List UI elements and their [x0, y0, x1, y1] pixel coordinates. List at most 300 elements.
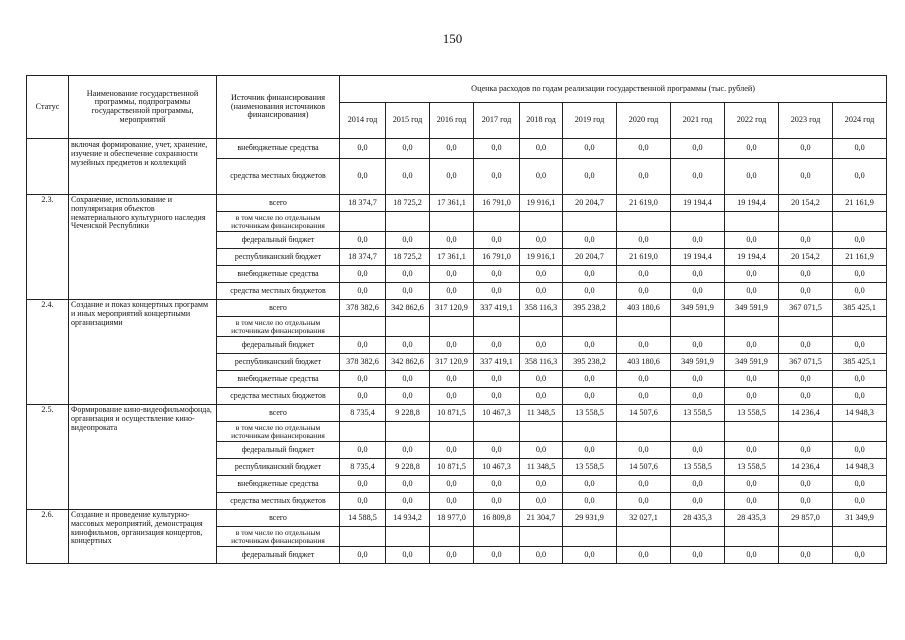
status-cell: 2.3.: [27, 195, 69, 300]
value-cell: 14 948,3: [833, 405, 887, 422]
source-cell: внебюджетные средства: [217, 371, 340, 388]
source-cell: в том числе по отдельным источникам финансирования: [217, 527, 340, 547]
value-cell: 0,0: [671, 159, 725, 195]
value-cell: 0,0: [430, 139, 474, 159]
value-cell: 0,0: [474, 371, 520, 388]
value-cell: 0,0: [520, 442, 563, 459]
value-cell: [340, 317, 386, 337]
value-cell: [430, 212, 474, 232]
value-cell: 10 871,5: [430, 459, 474, 476]
source-cell: республиканский бюджет: [217, 354, 340, 371]
source-cell: всего: [217, 405, 340, 422]
value-cell: 0,0: [430, 547, 474, 564]
value-cell: [833, 527, 887, 547]
value-cell: 0,0: [725, 159, 779, 195]
value-cell: 0,0: [520, 476, 563, 493]
value-cell: 358 116,3: [520, 354, 563, 371]
value-cell: 0,0: [617, 283, 671, 300]
value-cell: 0,0: [520, 283, 563, 300]
value-cell: 349 591,9: [671, 300, 725, 317]
value-cell: [474, 317, 520, 337]
value-cell: [563, 527, 617, 547]
header-year: 2023 год: [779, 103, 833, 139]
value-cell: [617, 317, 671, 337]
value-cell: 0,0: [779, 139, 833, 159]
value-cell: 0,0: [671, 493, 725, 510]
value-cell: 0,0: [340, 493, 386, 510]
value-cell: 0,0: [725, 442, 779, 459]
value-cell: 378 382,6: [340, 300, 386, 317]
value-cell: 0,0: [671, 232, 725, 249]
value-cell: 0,0: [430, 388, 474, 405]
value-cell: [617, 422, 671, 442]
value-cell: 317 120,9: [430, 300, 474, 317]
table-row: [27, 405, 887, 422]
value-cell: [474, 527, 520, 547]
value-cell: [520, 317, 563, 337]
value-cell: [779, 527, 833, 547]
value-cell: [671, 212, 725, 232]
value-cell: 0,0: [430, 476, 474, 493]
value-cell: [563, 212, 617, 232]
value-cell: 0,0: [520, 547, 563, 564]
value-cell: 0,0: [563, 159, 617, 195]
value-cell: [520, 212, 563, 232]
value-cell: 28 435,3: [725, 510, 779, 527]
value-cell: 0,0: [617, 139, 671, 159]
value-cell: 0,0: [386, 159, 430, 195]
value-cell: 0,0: [563, 371, 617, 388]
value-cell: [833, 422, 887, 442]
value-cell: 0,0: [520, 493, 563, 510]
source-cell: в том числе по отдельным источникам финансирования: [217, 212, 340, 232]
value-cell: [671, 527, 725, 547]
source-cell: федеральный бюджет: [217, 442, 340, 459]
value-cell: [340, 527, 386, 547]
value-cell: 11 348,5: [520, 459, 563, 476]
value-cell: 14 507,6: [617, 459, 671, 476]
value-cell: 13 558,5: [563, 459, 617, 476]
value-cell: 0,0: [340, 476, 386, 493]
value-cell: 0,0: [563, 493, 617, 510]
value-cell: 0,0: [725, 388, 779, 405]
value-cell: 29 931,9: [563, 510, 617, 527]
value-cell: 13 558,5: [671, 405, 725, 422]
value-cell: [617, 527, 671, 547]
value-cell: 0,0: [617, 476, 671, 493]
value-cell: 0,0: [779, 232, 833, 249]
value-cell: 403 180,6: [617, 300, 671, 317]
value-cell: 0,0: [617, 266, 671, 283]
value-cell: 0,0: [386, 337, 430, 354]
value-cell: 0,0: [520, 266, 563, 283]
header-year: 2020 год: [617, 103, 671, 139]
value-cell: 0,0: [563, 283, 617, 300]
value-cell: 0,0: [725, 476, 779, 493]
value-cell: 0,0: [617, 493, 671, 510]
value-cell: [474, 422, 520, 442]
value-cell: 0,0: [430, 159, 474, 195]
header-source: Источник финансирования (наименования источников финансирования): [217, 76, 340, 139]
value-cell: 0,0: [340, 159, 386, 195]
value-cell: 18 374,7: [340, 195, 386, 212]
value-cell: 19 194,4: [671, 195, 725, 212]
value-cell: 14 236,4: [779, 459, 833, 476]
header-name: Наименование государственной программы, подпрограммы государственной программы, мероприятий: [69, 76, 217, 139]
value-cell: 0,0: [671, 547, 725, 564]
value-cell: 21 161,9: [833, 195, 887, 212]
value-cell: 19 194,4: [725, 195, 779, 212]
source-cell: средства местных бюджетов: [217, 493, 340, 510]
header-year: 2022 год: [725, 103, 779, 139]
value-cell: 16 809,8: [474, 510, 520, 527]
table-row: [27, 510, 887, 527]
table-row: [27, 195, 887, 212]
source-cell: республиканский бюджет: [217, 459, 340, 476]
value-cell: 0,0: [520, 159, 563, 195]
value-cell: 29 857,0: [779, 510, 833, 527]
header-year: 2024 год: [833, 103, 887, 139]
value-cell: 403 180,6: [617, 354, 671, 371]
value-cell: 0,0: [340, 388, 386, 405]
value-cell: [617, 212, 671, 232]
value-cell: [386, 212, 430, 232]
value-cell: 31 349,9: [833, 510, 887, 527]
value-cell: [671, 422, 725, 442]
measure-name-cell: Создание и проведение культурно-массовых мероприятий, демонстрация кинофильмов, организация концертов, концертных: [69, 510, 217, 564]
value-cell: [430, 527, 474, 547]
value-cell: 0,0: [671, 476, 725, 493]
value-cell: 0,0: [340, 371, 386, 388]
value-cell: [520, 422, 563, 442]
value-cell: 13 558,5: [563, 405, 617, 422]
value-cell: 0,0: [833, 139, 887, 159]
value-cell: 0,0: [520, 232, 563, 249]
value-cell: 0,0: [779, 283, 833, 300]
value-cell: 395 238,2: [563, 354, 617, 371]
value-cell: [520, 527, 563, 547]
value-cell: 0,0: [474, 337, 520, 354]
source-cell: внебюджетные средства: [217, 476, 340, 493]
value-cell: 0,0: [833, 371, 887, 388]
value-cell: 21 619,0: [617, 249, 671, 266]
value-cell: 19 916,1: [520, 249, 563, 266]
value-cell: 337 419,1: [474, 300, 520, 317]
value-cell: 0,0: [725, 266, 779, 283]
header-year: 2014 год: [340, 103, 386, 139]
value-cell: 342 862,6: [386, 354, 430, 371]
value-cell: 0,0: [617, 388, 671, 405]
value-cell: [725, 212, 779, 232]
value-cell: 0,0: [725, 232, 779, 249]
value-cell: 9 228,8: [386, 459, 430, 476]
value-cell: 0,0: [779, 266, 833, 283]
value-cell: 0,0: [779, 371, 833, 388]
value-cell: 0,0: [430, 283, 474, 300]
measure-name-cell: включая формирование, учет, хранение, изучение и обеспечение сохранности музейных предметов и коллекций: [69, 139, 217, 195]
header-status: Статус: [27, 76, 69, 139]
value-cell: 0,0: [340, 139, 386, 159]
value-cell: 32 027,1: [617, 510, 671, 527]
value-cell: 317 120,9: [430, 354, 474, 371]
value-cell: [833, 317, 887, 337]
source-cell: федеральный бюджет: [217, 547, 340, 564]
value-cell: 10 467,3: [474, 459, 520, 476]
value-cell: 20 154,2: [779, 195, 833, 212]
value-cell: 0,0: [386, 283, 430, 300]
value-cell: 0,0: [474, 442, 520, 459]
value-cell: 0,0: [430, 266, 474, 283]
header-year: 2015 год: [386, 103, 430, 139]
value-cell: 0,0: [474, 283, 520, 300]
value-cell: 0,0: [779, 547, 833, 564]
value-cell: 0,0: [430, 232, 474, 249]
value-cell: 19 916,1: [520, 195, 563, 212]
value-cell: 0,0: [725, 547, 779, 564]
value-cell: 0,0: [340, 266, 386, 283]
value-cell: 349 591,9: [671, 354, 725, 371]
value-cell: [671, 317, 725, 337]
source-cell: средства местных бюджетов: [217, 388, 340, 405]
value-cell: 0,0: [671, 371, 725, 388]
value-cell: 18 977,0: [430, 510, 474, 527]
value-cell: 11 348,5: [520, 405, 563, 422]
value-cell: 0,0: [386, 139, 430, 159]
value-cell: 0,0: [386, 371, 430, 388]
value-cell: 0,0: [671, 388, 725, 405]
value-cell: 0,0: [779, 476, 833, 493]
value-cell: 0,0: [474, 476, 520, 493]
value-cell: 0,0: [474, 139, 520, 159]
value-cell: [725, 317, 779, 337]
value-cell: [563, 317, 617, 337]
value-cell: 17 361,1: [430, 249, 474, 266]
measure-name-cell: Сохранение, использование и популяризация объектов нематериального культурного наследия Чеченской Республики: [69, 195, 217, 300]
source-cell: внебюджетные средства: [217, 139, 340, 159]
value-cell: 0,0: [563, 547, 617, 564]
value-cell: [340, 212, 386, 232]
value-cell: [563, 422, 617, 442]
value-cell: 0,0: [430, 442, 474, 459]
value-cell: 0,0: [725, 493, 779, 510]
value-cell: 0,0: [520, 139, 563, 159]
source-cell: внебюджетные средства: [217, 266, 340, 283]
value-cell: 367 071,5: [779, 354, 833, 371]
value-cell: 0,0: [617, 371, 671, 388]
value-cell: 0,0: [617, 547, 671, 564]
value-cell: 28 435,3: [671, 510, 725, 527]
source-cell: средства местных бюджетов: [217, 283, 340, 300]
value-cell: 14 948,3: [833, 459, 887, 476]
value-cell: 0,0: [833, 283, 887, 300]
value-cell: 14 934,2: [386, 510, 430, 527]
value-cell: 0,0: [430, 371, 474, 388]
value-cell: 0,0: [671, 442, 725, 459]
value-cell: [386, 422, 430, 442]
value-cell: 0,0: [671, 266, 725, 283]
source-cell: в том числе по отдельным источникам финансирования: [217, 317, 340, 337]
value-cell: 16 791,0: [474, 249, 520, 266]
value-cell: 14 588,5: [340, 510, 386, 527]
value-cell: 0,0: [833, 266, 887, 283]
value-cell: [474, 212, 520, 232]
value-cell: 367 071,5: [779, 300, 833, 317]
value-cell: 13 558,5: [725, 405, 779, 422]
value-cell: 18 374,7: [340, 249, 386, 266]
value-cell: [833, 212, 887, 232]
header-estimate: Оценка расходов по годам реализации государственной программы (тыс. рублей): [340, 76, 887, 103]
status-cell: 2.4.: [27, 300, 69, 405]
value-cell: 0,0: [671, 139, 725, 159]
value-cell: 0,0: [430, 337, 474, 354]
value-cell: 0,0: [340, 283, 386, 300]
header-year: 2019 год: [563, 103, 617, 139]
value-cell: 0,0: [340, 442, 386, 459]
value-cell: 21 304,7: [520, 510, 563, 527]
measure-name-cell: Создание и показ концертных программ и иных мероприятий концертными организациями: [69, 300, 217, 405]
value-cell: 0,0: [340, 232, 386, 249]
source-cell: федеральный бюджет: [217, 337, 340, 354]
value-cell: 0,0: [779, 388, 833, 405]
value-cell: 16 791,0: [474, 195, 520, 212]
source-cell: республиканский бюджет: [217, 249, 340, 266]
value-cell: 0,0: [474, 547, 520, 564]
value-cell: 0,0: [833, 476, 887, 493]
status-cell: [27, 139, 69, 195]
value-cell: 0,0: [725, 371, 779, 388]
source-cell: средства местных бюджетов: [217, 159, 340, 195]
value-cell: 0,0: [430, 493, 474, 510]
value-cell: 10 467,3: [474, 405, 520, 422]
value-cell: 0,0: [386, 547, 430, 564]
value-cell: 0,0: [833, 388, 887, 405]
value-cell: 8 735,4: [340, 459, 386, 476]
value-cell: 0,0: [671, 283, 725, 300]
value-cell: 0,0: [386, 266, 430, 283]
value-cell: 0,0: [386, 442, 430, 459]
value-cell: 0,0: [340, 337, 386, 354]
value-cell: 342 862,6: [386, 300, 430, 317]
value-cell: 0,0: [833, 547, 887, 564]
value-cell: 0,0: [671, 337, 725, 354]
value-cell: 358 116,3: [520, 300, 563, 317]
value-cell: 0,0: [520, 371, 563, 388]
value-cell: 0,0: [520, 337, 563, 354]
value-cell: 19 194,4: [725, 249, 779, 266]
value-cell: 0,0: [617, 159, 671, 195]
value-cell: [779, 317, 833, 337]
value-cell: [430, 422, 474, 442]
value-cell: 349 591,9: [725, 300, 779, 317]
value-cell: 0,0: [833, 337, 887, 354]
budget-table: [26, 75, 887, 564]
value-cell: 0,0: [386, 232, 430, 249]
value-cell: 0,0: [520, 388, 563, 405]
value-cell: 21 619,0: [617, 195, 671, 212]
value-cell: 13 558,5: [671, 459, 725, 476]
value-cell: [386, 527, 430, 547]
value-cell: [725, 422, 779, 442]
value-cell: 0,0: [833, 493, 887, 510]
value-cell: 0,0: [779, 442, 833, 459]
source-cell: в том числе по отдельным источникам финансирования: [217, 422, 340, 442]
header-year: 2018 год: [520, 103, 563, 139]
status-cell: 2.5.: [27, 405, 69, 510]
status-cell: 2.6.: [27, 510, 69, 564]
value-cell: 0,0: [563, 232, 617, 249]
value-cell: 0,0: [617, 337, 671, 354]
value-cell: 385 425,1: [833, 354, 887, 371]
value-cell: 0,0: [386, 493, 430, 510]
value-cell: 0,0: [563, 388, 617, 405]
value-cell: 14 236,4: [779, 405, 833, 422]
value-cell: 0,0: [563, 476, 617, 493]
value-cell: 20 204,7: [563, 195, 617, 212]
value-cell: 349 591,9: [725, 354, 779, 371]
value-cell: 0,0: [833, 442, 887, 459]
value-cell: 0,0: [779, 337, 833, 354]
value-cell: 20 204,7: [563, 249, 617, 266]
value-cell: 0,0: [779, 493, 833, 510]
value-cell: 0,0: [474, 159, 520, 195]
value-cell: [340, 422, 386, 442]
value-cell: 14 507,6: [617, 405, 671, 422]
value-cell: 21 161,9: [833, 249, 887, 266]
value-cell: 0,0: [833, 232, 887, 249]
header-year: 2021 год: [671, 103, 725, 139]
value-cell: 395 238,2: [563, 300, 617, 317]
value-cell: [725, 527, 779, 547]
header-year: 2017 год: [474, 103, 520, 139]
value-cell: 19 194,4: [671, 249, 725, 266]
value-cell: 0,0: [617, 442, 671, 459]
value-cell: [779, 422, 833, 442]
value-cell: 337 419,1: [474, 354, 520, 371]
source-cell: всего: [217, 195, 340, 212]
value-cell: 0,0: [474, 493, 520, 510]
table-row: [27, 300, 887, 317]
value-cell: 0,0: [386, 476, 430, 493]
value-cell: 0,0: [833, 159, 887, 195]
value-cell: 0,0: [725, 283, 779, 300]
page-number: 150: [442, 31, 463, 46]
value-cell: 8 735,4: [340, 405, 386, 422]
value-cell: 0,0: [386, 388, 430, 405]
value-cell: 0,0: [474, 266, 520, 283]
value-cell: 0,0: [563, 139, 617, 159]
value-cell: 0,0: [474, 232, 520, 249]
value-cell: 0,0: [725, 139, 779, 159]
value-cell: 10 871,5: [430, 405, 474, 422]
source-cell: всего: [217, 300, 340, 317]
value-cell: 13 558,5: [725, 459, 779, 476]
value-cell: [779, 212, 833, 232]
value-cell: 18 725,2: [386, 249, 430, 266]
table-row: [27, 139, 887, 159]
value-cell: 0,0: [725, 337, 779, 354]
value-cell: 17 361,1: [430, 195, 474, 212]
value-cell: 0,0: [563, 442, 617, 459]
header-year: 2016 год: [430, 103, 474, 139]
value-cell: 0,0: [617, 232, 671, 249]
value-cell: 0,0: [563, 337, 617, 354]
source-cell: всего: [217, 510, 340, 527]
value-cell: 385 425,1: [833, 300, 887, 317]
value-cell: 378 382,6: [340, 354, 386, 371]
value-cell: 0,0: [474, 388, 520, 405]
value-cell: [430, 317, 474, 337]
value-cell: [386, 317, 430, 337]
